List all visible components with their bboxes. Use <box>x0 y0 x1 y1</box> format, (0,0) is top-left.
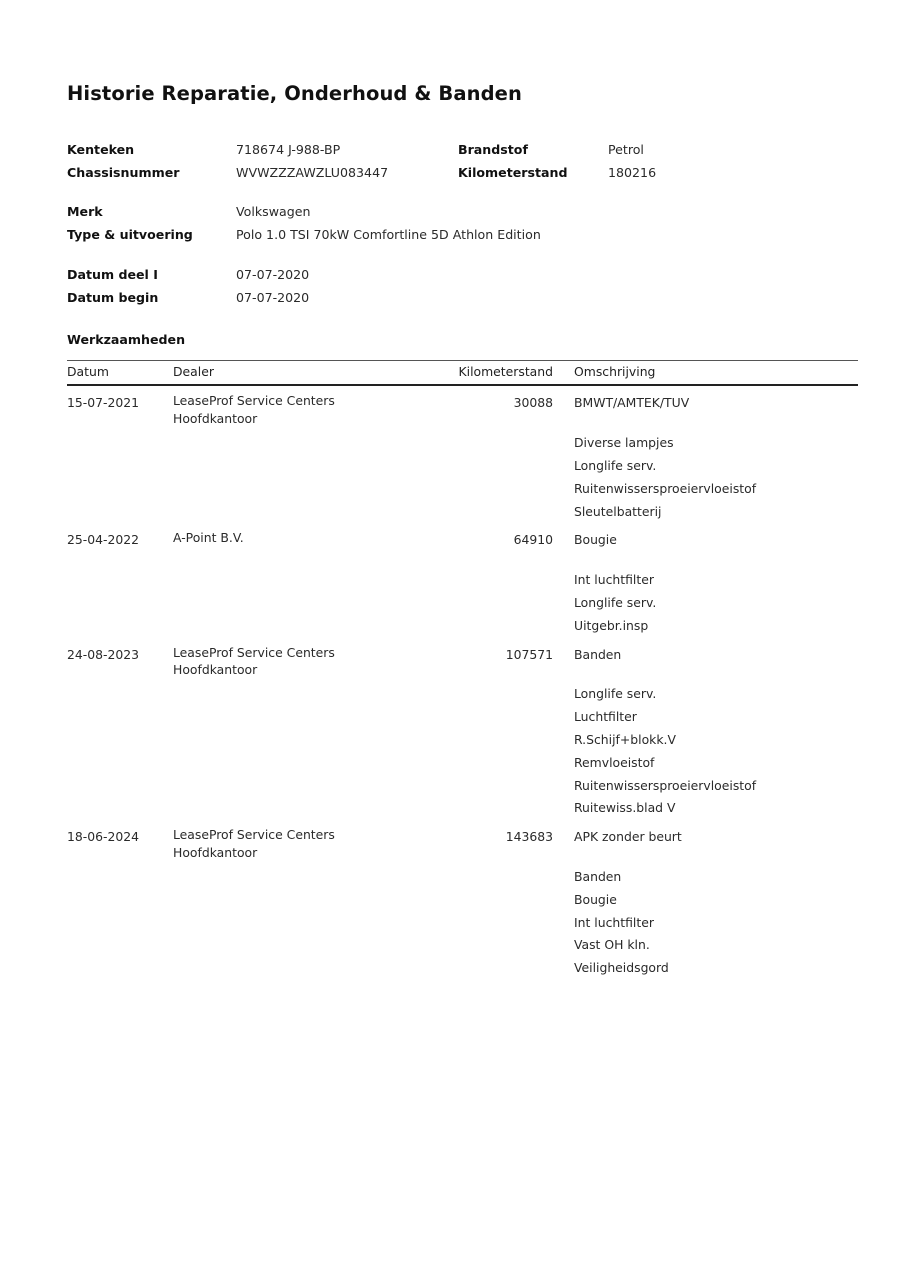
table-row <box>67 523 858 637</box>
omschrijving-primary: Bougie <box>574 532 617 548</box>
dealer-line-1: LeaseProf Service Centers <box>173 827 335 843</box>
info-row-kilometerstand <box>458 162 788 185</box>
cell-datum: 24-08-2023 <box>67 646 140 662</box>
info-row-merk <box>67 201 837 224</box>
info-row-datum-begin <box>67 287 837 310</box>
cell-kilometerstand: 107571 <box>505 646 553 662</box>
column-header-datum: Datum <box>67 361 173 386</box>
omschrijving-primary: BMWT/AMTEK/TUV <box>574 395 690 411</box>
value-brandstof: Petrol <box>608 142 644 158</box>
vehicle-info-group-2 <box>67 201 837 246</box>
table-row <box>67 820 858 980</box>
vehicle-info-right-column <box>458 139 788 184</box>
table-head <box>67 361 858 386</box>
label-type-uitvoering: Type & uitvoering <box>67 226 193 242</box>
cell-dealer <box>173 638 452 821</box>
cell-dealer <box>173 820 452 980</box>
cell-kilometerstand: 143683 <box>505 829 553 845</box>
omschrijving-item: R.Schijf+blokk.V <box>574 731 676 747</box>
omschrijving-item: Ruitenwissersproeiervloeistof <box>574 777 757 793</box>
info-row-type-uitvoering <box>67 224 837 247</box>
value-merk: Volkswagen <box>236 204 311 220</box>
label-datum-deel-i: Datum deel I <box>67 267 158 283</box>
section-heading-werkzaamheden: Werkzaamheden <box>67 332 186 348</box>
value-type-uitvoering: Polo 1.0 TSI 70kW Comfortline 5D Athlon Edition <box>236 226 541 242</box>
table-row <box>67 385 858 523</box>
label-datum-begin: Datum begin <box>67 289 159 305</box>
label-chassisnummer: Chassisnummer <box>67 164 180 180</box>
omschrijving-primary: APK zonder beurt <box>574 829 682 845</box>
cell-dealer <box>173 523 452 637</box>
column-header-dealer: Dealer <box>173 361 452 386</box>
info-row-kenteken <box>67 139 458 162</box>
dealer-line-2: Hoofdkantoor <box>173 844 258 860</box>
spacer-1 <box>67 184 837 201</box>
cell-kilometerstand: 30088 <box>513 395 553 411</box>
vehicle-info-group-3 <box>67 264 837 309</box>
info-row-chassisnummer <box>67 162 458 185</box>
dealer-line-2: Hoofdkantoor <box>173 410 258 426</box>
label-brandstof: Brandstof <box>458 142 528 158</box>
omschrijving-item: Bougie <box>574 891 617 907</box>
table-row <box>67 638 858 821</box>
cell-datum: 25-04-2022 <box>67 532 140 548</box>
omschrijving-item: Banden <box>574 868 622 884</box>
omschrijving-item: Vast OH kln. <box>574 937 650 953</box>
dealer-line-1: LeaseProf Service Centers <box>173 644 335 660</box>
omschrijving-item: Veiligheidsgord <box>574 960 669 976</box>
omschrijving-item: Uitgebr.insp <box>574 617 649 633</box>
omschrijving-item: Longlife serv. <box>574 686 657 702</box>
column-header-kilometerstand: Kilometerstand <box>452 361 563 386</box>
label-kilometerstand: Kilometerstand <box>458 164 568 180</box>
omschrijving-item: Luchtfilter <box>574 709 637 725</box>
dealer-line-1: A-Point B.V. <box>173 530 244 546</box>
label-kenteken: Kenteken <box>67 142 135 158</box>
omschrijving-item: Int luchtfilter <box>574 914 654 930</box>
omschrijving-item: Diverse lampjes <box>574 435 674 451</box>
value-datum-begin: 07-07-2020 <box>236 289 310 305</box>
value-datum-deel-i: 07-07-2020 <box>236 267 310 283</box>
document-content <box>67 82 837 980</box>
cell-omschrijving <box>563 523 858 637</box>
cell-datum: 15-07-2021 <box>67 395 140 411</box>
omschrijving-item: Ruitenwissersproeiervloeistof <box>574 480 757 496</box>
info-row-brandstof <box>458 139 788 162</box>
table-header-row <box>67 361 858 386</box>
value-kilometerstand: 180216 <box>608 164 657 180</box>
column-header-omschrijving: Omschrijving <box>563 361 858 386</box>
omschrijving-item: Sleutelbatterij <box>574 503 662 519</box>
value-kenteken: 718674 J-988-BP <box>236 142 341 158</box>
cell-omschrijving <box>563 820 858 980</box>
cell-dealer <box>173 385 452 523</box>
value-chassisnummer: WVWZZZAWZLU083447 <box>236 164 389 180</box>
omschrijving-item: Remvloeistof <box>574 754 655 770</box>
spacer-2 <box>67 246 837 264</box>
table-body <box>67 385 858 980</box>
label-merk: Merk <box>67 204 103 220</box>
dealer-line-1: LeaseProf Service Centers <box>173 393 335 409</box>
omschrijving-item: Longlife serv. <box>574 594 657 610</box>
vehicle-info-left-column <box>67 139 458 184</box>
cell-datum: 18-06-2024 <box>67 829 140 845</box>
spacer-3 <box>67 309 837 330</box>
info-row-datum-deel-i <box>67 264 837 287</box>
cell-omschrijving <box>563 638 858 821</box>
cell-kilometerstand: 64910 <box>513 532 553 548</box>
page-title: Historie Reparatie, Onderhoud & Banden <box>67 82 522 105</box>
omschrijving-item: Longlife serv. <box>574 457 657 473</box>
omschrijving-item: Ruitewiss.blad V <box>574 800 676 816</box>
dealer-line-2: Hoofdkantoor <box>173 662 258 678</box>
omschrijving-item: Int luchtfilter <box>574 572 654 588</box>
vehicle-info-group-1 <box>67 139 837 184</box>
werkzaamheden-table <box>67 360 858 980</box>
cell-omschrijving <box>563 385 858 523</box>
omschrijving-primary: Banden <box>574 646 622 662</box>
